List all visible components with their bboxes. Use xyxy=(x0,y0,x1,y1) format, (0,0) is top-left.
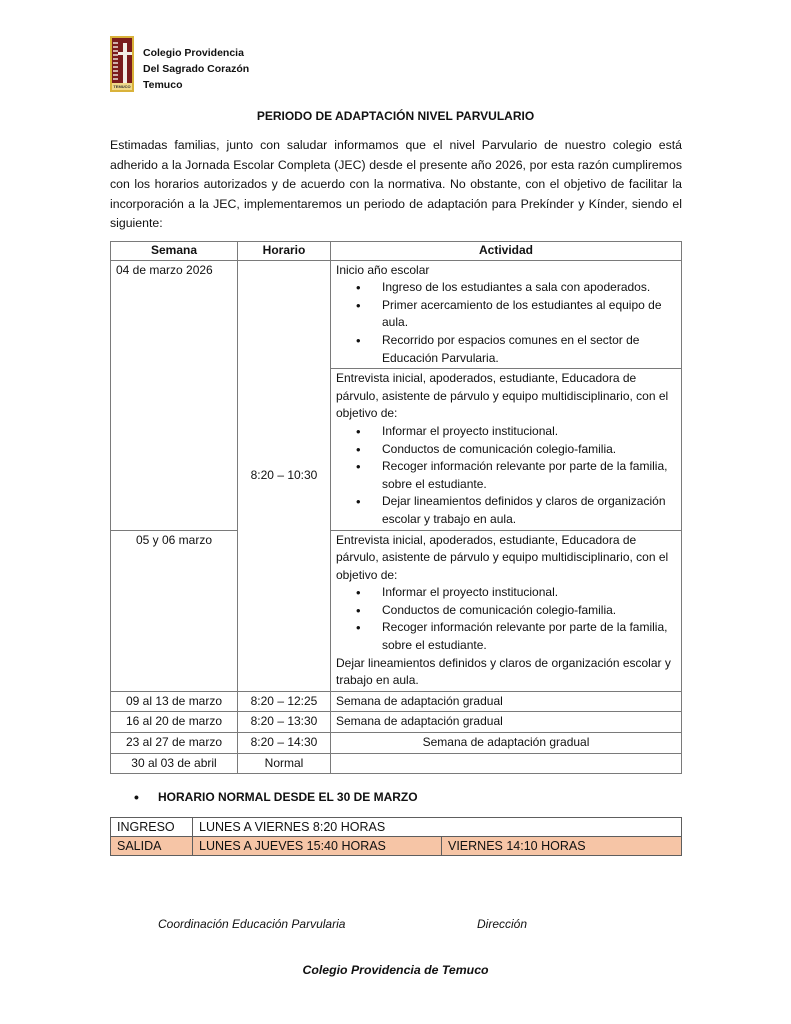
school-logo xyxy=(110,36,134,92)
table-row xyxy=(111,733,682,754)
table-row xyxy=(111,712,682,733)
semana-cell: 23 al 27 de marzo xyxy=(111,733,238,754)
list-item: • Conductos de comunicación colegio-familia. xyxy=(382,441,676,459)
signature-coordinacion: Coordinación Educación Parvularia xyxy=(158,917,346,931)
semana-cell: 30 al 03 de abril xyxy=(111,753,238,774)
actividad-cell xyxy=(331,369,682,530)
activity-list xyxy=(336,423,676,529)
horario-cell: 8:20 – 10:30 xyxy=(238,260,331,691)
actividad-cell: Semana de adaptación gradual xyxy=(331,712,682,733)
horario-cell: Normal xyxy=(238,753,331,774)
footer-school-name: Colegio Providencia de Temuco xyxy=(302,963,489,977)
activity-intro: Entrevista inicial, apoderados, estudiante, Educadora de párvulo, asistente de párvulo y equipo multidisciplinario, con el objetivo de: xyxy=(336,371,669,421)
bullet-icon: • xyxy=(134,789,139,805)
ingreso-row xyxy=(111,818,682,837)
list-item: • Recorrido por espacios comunes en el sector de Educación Parvularia. xyxy=(382,332,676,367)
salida-value-friday: VIERNES 14:10 HORAS xyxy=(442,837,682,856)
horario-cell: 8:20 – 12:25 xyxy=(238,691,331,712)
header-actividad: Actividad xyxy=(331,242,682,261)
semana-cell: 05 y 06 marzo xyxy=(111,530,238,691)
table-row xyxy=(111,691,682,712)
list-item: • Informar el proyecto institucional. xyxy=(382,584,676,602)
table-row xyxy=(111,530,682,691)
header-semana: Semana xyxy=(111,242,238,261)
list-item: • Recoger información relevante por parte de la familia, sobre el estudiante. xyxy=(382,619,676,654)
cross-bar xyxy=(118,52,132,55)
horario-cell: 8:20 – 13:30 xyxy=(238,712,331,733)
list-item: • Ingreso de los estudiantes a sala con apoderados. xyxy=(382,279,676,297)
school-name xyxy=(143,45,249,93)
adaptation-schedule-table xyxy=(110,241,682,774)
ingreso-label: INGRESO xyxy=(111,818,193,837)
actividad-cell: Semana de adaptación gradual xyxy=(331,691,682,712)
list-item: • Informar el proyecto institucional. xyxy=(382,423,676,441)
signature-direccion: Dirección xyxy=(477,917,528,931)
actividad-cell xyxy=(331,260,682,369)
table-row xyxy=(111,260,682,369)
activity-list xyxy=(336,584,676,654)
salida-label: SALIDA xyxy=(111,837,193,856)
logo-caption: TEMUCO xyxy=(113,84,131,89)
school-name-line-2: Del Sagrado Corazón xyxy=(143,63,250,75)
list-item: • Primer acercamiento de los estudiantes al equipo de aula. xyxy=(382,297,676,332)
semana-cell: 09 al 13 de marzo xyxy=(111,691,238,712)
ingreso-value: LUNES A VIERNES 8:20 HORAS xyxy=(193,818,682,837)
cross-icon xyxy=(123,43,127,83)
salida-value-weekdays: LUNES A JUEVES 15:40 HORAS xyxy=(193,837,442,856)
table-header-row xyxy=(111,242,682,261)
header-horario: Horario xyxy=(238,242,331,261)
activity-list xyxy=(336,279,676,367)
list-item: • Recoger información relevante por parte de la familia, sobre el estudiante. xyxy=(382,458,676,493)
page-title: PERIODO DE ADAPTACIÓN NIVEL PARVULARIO xyxy=(256,109,535,123)
normal-schedule-heading xyxy=(134,790,418,804)
activity-outro: Dejar lineamientos definidos y claros de organización escolar y trabajo en aula. xyxy=(336,655,671,688)
logo-vertical-text xyxy=(113,42,118,82)
activity-intro: Entrevista inicial, apoderados, estudiante, Educadora de párvulo, asistente de párvulo y equipo multidisciplinario, con el objetivo de: xyxy=(336,532,669,582)
school-name-line-3: Temuco xyxy=(143,79,183,91)
normal-schedule-table xyxy=(110,817,682,856)
table-row xyxy=(111,753,682,774)
actividad-cell: Semana de adaptación gradual xyxy=(331,733,682,754)
actividad-cell xyxy=(331,753,682,774)
list-item: • Conductos de comunicación colegio-familia. xyxy=(382,602,676,620)
salida-row xyxy=(111,837,682,856)
semana-cell: 04 de marzo 2026 xyxy=(111,260,238,530)
intro-paragraph: Estimadas familias, junto con saludar informamos que el nivel Parvulario de nuestro colegio está adherido a la Jornada Escolar Completa (JEC) desde el presente año 2026, por esta razón cumpliremos con los horarios autorizados y de acuerdo con la normativa. No obstante, con el objetivo de facilitar la incorporación a la JEC, implementaremos un periodo de adaptación para Prekínder y Kínder, siendo el siguiente: xyxy=(110,138,682,231)
heading-text: HORARIO NORMAL DESDE EL 30 DE MARZO xyxy=(158,790,418,804)
school-name-line-1: Colegio Providencia xyxy=(143,47,244,59)
actividad-cell xyxy=(331,530,682,691)
horario-cell: 8:20 – 14:30 xyxy=(238,733,331,754)
semana-cell: 16 al 20 de marzo xyxy=(111,712,238,733)
list-item: • Dejar lineamientos definidos y claros de organización escolar y trabajo en aula. xyxy=(382,493,676,528)
activity-intro: Inicio año escolar xyxy=(336,262,430,277)
